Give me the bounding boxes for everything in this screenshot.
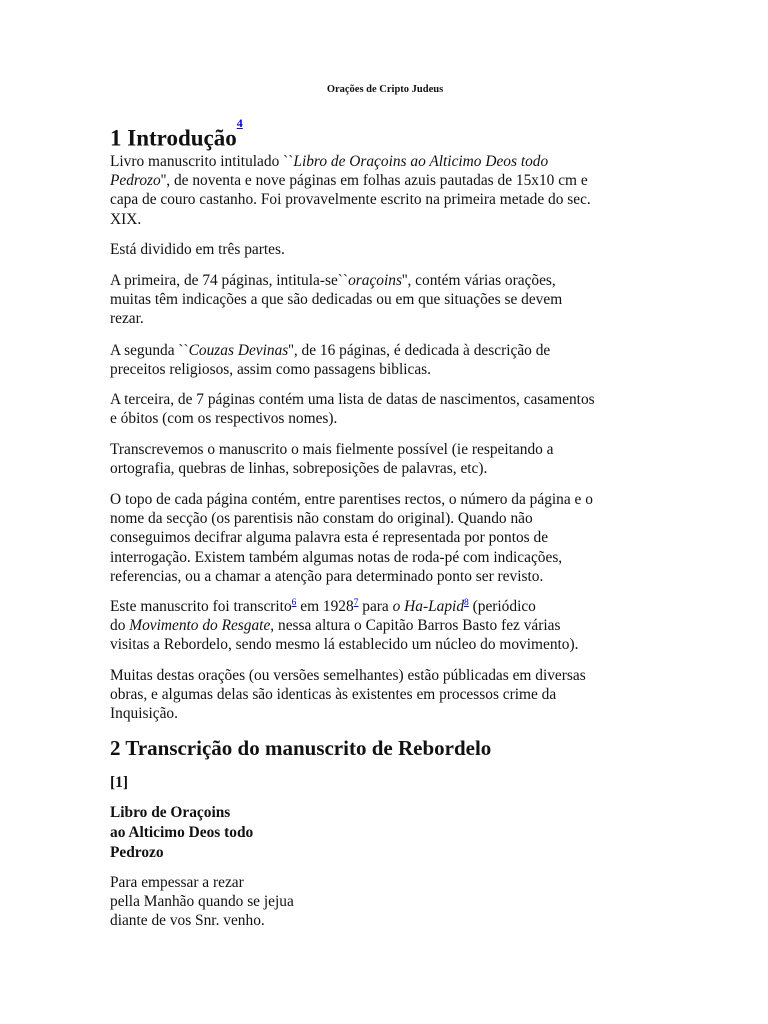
paragraph-8-text-c: para [358, 598, 393, 615]
paragraph-8 [110, 597, 665, 655]
manuscript-title-line: ao Alticimo Deos todo [110, 824, 254, 841]
paragraph-1-line-2 [110, 171, 665, 190]
prayer-text-block [110, 873, 294, 930]
paragraph-3-text-b: '', contém várias orações, [401, 272, 556, 289]
paragraph-7-line-2: nome da secção (os parentisis não constam do original). Quando não [110, 510, 533, 528]
paragraph-9 [110, 666, 665, 724]
paragraph-7-line-4: interrogação. Existem também algumas notas de roda-pé com indicações, [110, 548, 563, 566]
prayer-line: Para empessar a rezar [110, 874, 244, 891]
paragraph-7-line-1: O topo de cada página contém, entre parentises rectos, o número da página e o [110, 491, 593, 508]
prayer-line: diante de vos Snr. venho. [110, 912, 265, 929]
paragraph-3-line-1 [110, 271, 665, 290]
paragraph-8-text-e: do [110, 617, 130, 635]
prayer-line: pella Manhão quando se jejua [110, 893, 294, 910]
open-quote: `` [283, 153, 294, 170]
paragraph-6-line-1: Transcrevemos o manuscrito o mais fielmente possível (ie respeitando a [110, 441, 554, 458]
footnote-link-7[interactable]: 7 [353, 598, 359, 608]
oracoins-italic: oraçoins [348, 272, 402, 289]
manuscript-title-line: Pedrozo [110, 844, 164, 861]
paragraph-8-text-b: em 1928 [296, 598, 354, 615]
paragraph-6 [110, 440, 665, 478]
paragraph-9-line-1: Muitas destas orações (ou versões semelhantes) estão públicadas em diversas [110, 667, 586, 684]
paragraph-4 [110, 341, 665, 379]
manuscript-title-line: Libro de Oraçoins [110, 804, 231, 821]
paragraph-5-line-2: e óbitos (com os respectivos nomes). [110, 410, 338, 428]
paragraph-1 [110, 152, 665, 229]
paragraph-1-line-1: Livro manuscrito intitulado ``Libro de Oraçoins ao Alticimo Deos todo [110, 153, 549, 170]
paragraph-4-text-b: '', de 16 páginas, é dedicada à descrição de [288, 342, 551, 359]
section-heading-introducao [110, 116, 243, 152]
paragraph-7-line-3: conseguimos decifrar alguma palavra esta é representada por pontos de [110, 529, 549, 547]
paragraph-7-line-5: referencias, ou a chamar a atenção para determinado ponto ser revisto. [110, 567, 544, 585]
paragraph-8-text-a: Este manuscrito foi transcrito [110, 598, 292, 615]
movimento-do-resgate-italic: Movimento do Resgate [129, 617, 271, 635]
paragraph-8-text-d: (periódico [468, 598, 536, 615]
footnote-link-6[interactable]: 6 [291, 598, 297, 608]
paragraph-4-line-1 [110, 341, 665, 360]
paragraph-9-line-3: Inquisição. [110, 705, 178, 723]
paragraph-8-text-f: , nessa altura o Capitão Barros Basto fez várias [270, 617, 561, 635]
paragraph-8-line-3: visitas a Rebordelo, sendo mesmo lá establecido um núcleo do movimento). [110, 636, 579, 654]
section-heading-text: 1 Introdução [110, 125, 237, 151]
paragraph-2: Está dividido em três partes. [110, 241, 285, 258]
footnote-link-8[interactable]: 8 [464, 598, 469, 608]
couzas-devinas-italic: Couzas Devinas [188, 342, 289, 359]
paragraph-1-line-3: capa de couro castanho. Foi provavelmente escrito na primeira metade do sec. [110, 191, 591, 209]
paragraph-1-text: '', de noventa e nove páginas em folhas azuis pautadas de 15x10 cm e [160, 172, 588, 190]
paragraph-4-text-a: A segunda `` [110, 342, 189, 359]
paragraph-7 [110, 490, 665, 586]
running-title: Orações de Cripto Judeus [326, 84, 444, 95]
footnote-link-4[interactable]: 4 [236, 116, 243, 130]
paragraph-3-line-2: muitas têm indicações a que são dedicadas ou em que situações se devem [110, 291, 563, 309]
paragraph-6-line-2: ortografia, quebras de linhas, sobreposições de palavras, etc). [110, 460, 488, 478]
paragraph-9-line-2: obras, e algumas delas são identicas às existentes em processos crime da [110, 686, 557, 704]
paragraph-8-line-1 [110, 597, 665, 616]
section-heading-transcricao: 2 Transcrição do manuscrito de Rebordelo [110, 736, 492, 760]
paragraph-3-text-a: A primeira, de 74 páginas, intitula-se`` [110, 272, 349, 289]
manuscript-title-italic-2: Pedrozo [110, 172, 161, 190]
paragraph-3-line-3: rezar. [110, 310, 144, 328]
paragraph-5-line-1: A terceira, de 7 páginas contém uma lista de datas de nascimentos, casamentos [110, 391, 595, 408]
paragraph-8-line-2 [110, 616, 665, 635]
paragraph-1-line-4: XIX. [110, 210, 142, 228]
page-marker: [1] [110, 774, 128, 791]
manuscript-title-block [110, 803, 253, 863]
manuscript-title-italic: Libro de Oraçoins ao Alticimo Deos todo [293, 153, 549, 170]
paragraph-3 [110, 271, 665, 329]
paragraph-4-line-2: preceitos religiosos, assim como passagens biblicas. [110, 361, 432, 379]
ha-lapid-italic: o Ha-Lapid [392, 598, 465, 615]
paragraph-5 [110, 390, 665, 428]
